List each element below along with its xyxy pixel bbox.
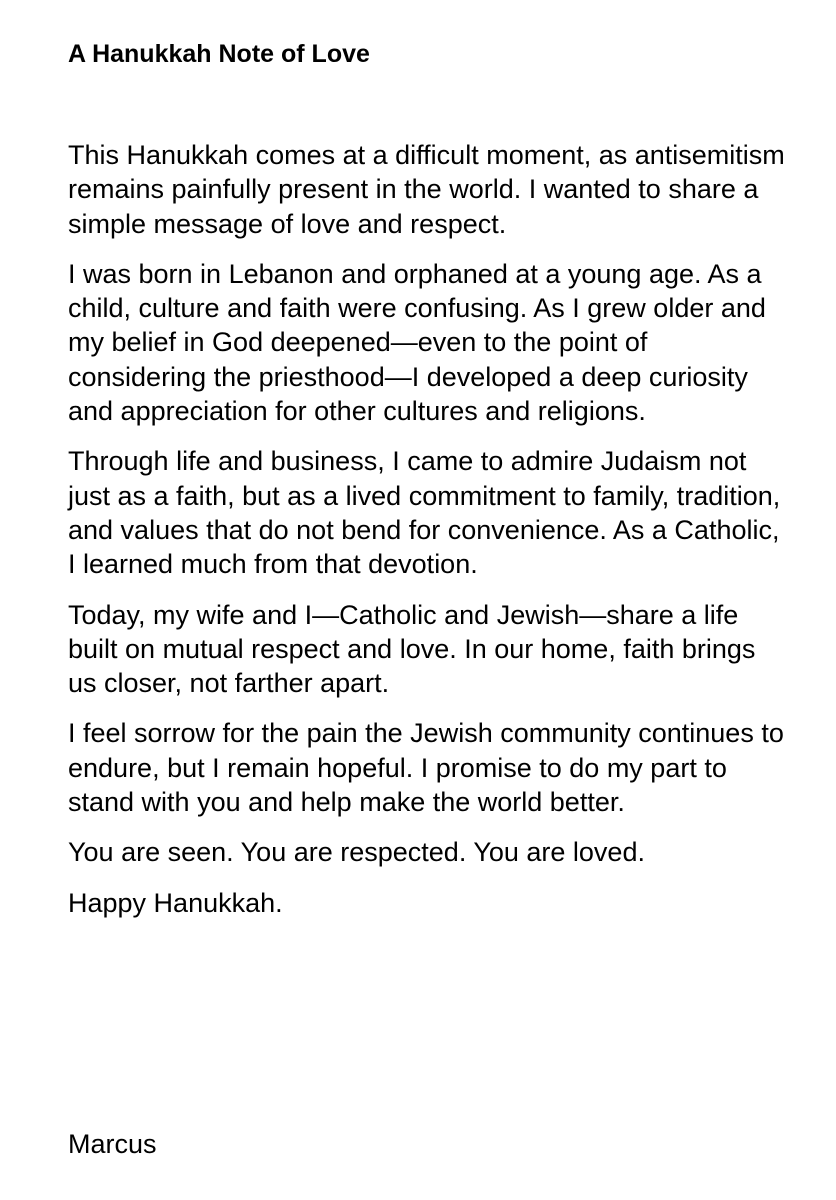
letter-body bbox=[68, 138, 788, 936]
paragraph-opening: This Hanukkah comes at a difficult moment, as antisemitism remains painfully present in the world. I wanted to share a simple message of love and respect. bbox=[68, 140, 785, 239]
paragraph-background: I was born in Lebanon and orphaned at a young age. As a child, culture and faith were confusing. As I grew older and my belief in God deepened—even to the point of considering the priesthood—I developed a deep curiosity and appreciation for other cultures and religions. bbox=[68, 258, 766, 427]
paragraph-affirmation: You are seen. You are respected. You are loved. bbox=[68, 837, 645, 868]
paragraph-family: Today, my wife and I—Catholic and Jewish—share a life built on mutual respect and love. In our home, faith brings us closer, not farther apart. bbox=[68, 599, 756, 699]
letter-title: A Hanukkah Note of Love bbox=[68, 40, 370, 68]
paragraph-greeting: Happy Hanukkah. bbox=[68, 887, 283, 918]
paragraph-hope: I feel sorrow for the pain the Jewish community continues to endure, but I remain hopeful. I promise to do my part to stand with you and help make the world better. bbox=[68, 718, 784, 818]
paragraph-admiration: Through life and business, I came to admire Judaism not just as a faith, but as a lived commitment to family, tradition, and values that do not bend for convenience. As a Catholic, I learned much from that devotion. bbox=[68, 446, 781, 580]
signature: Marcus bbox=[68, 1129, 157, 1159]
